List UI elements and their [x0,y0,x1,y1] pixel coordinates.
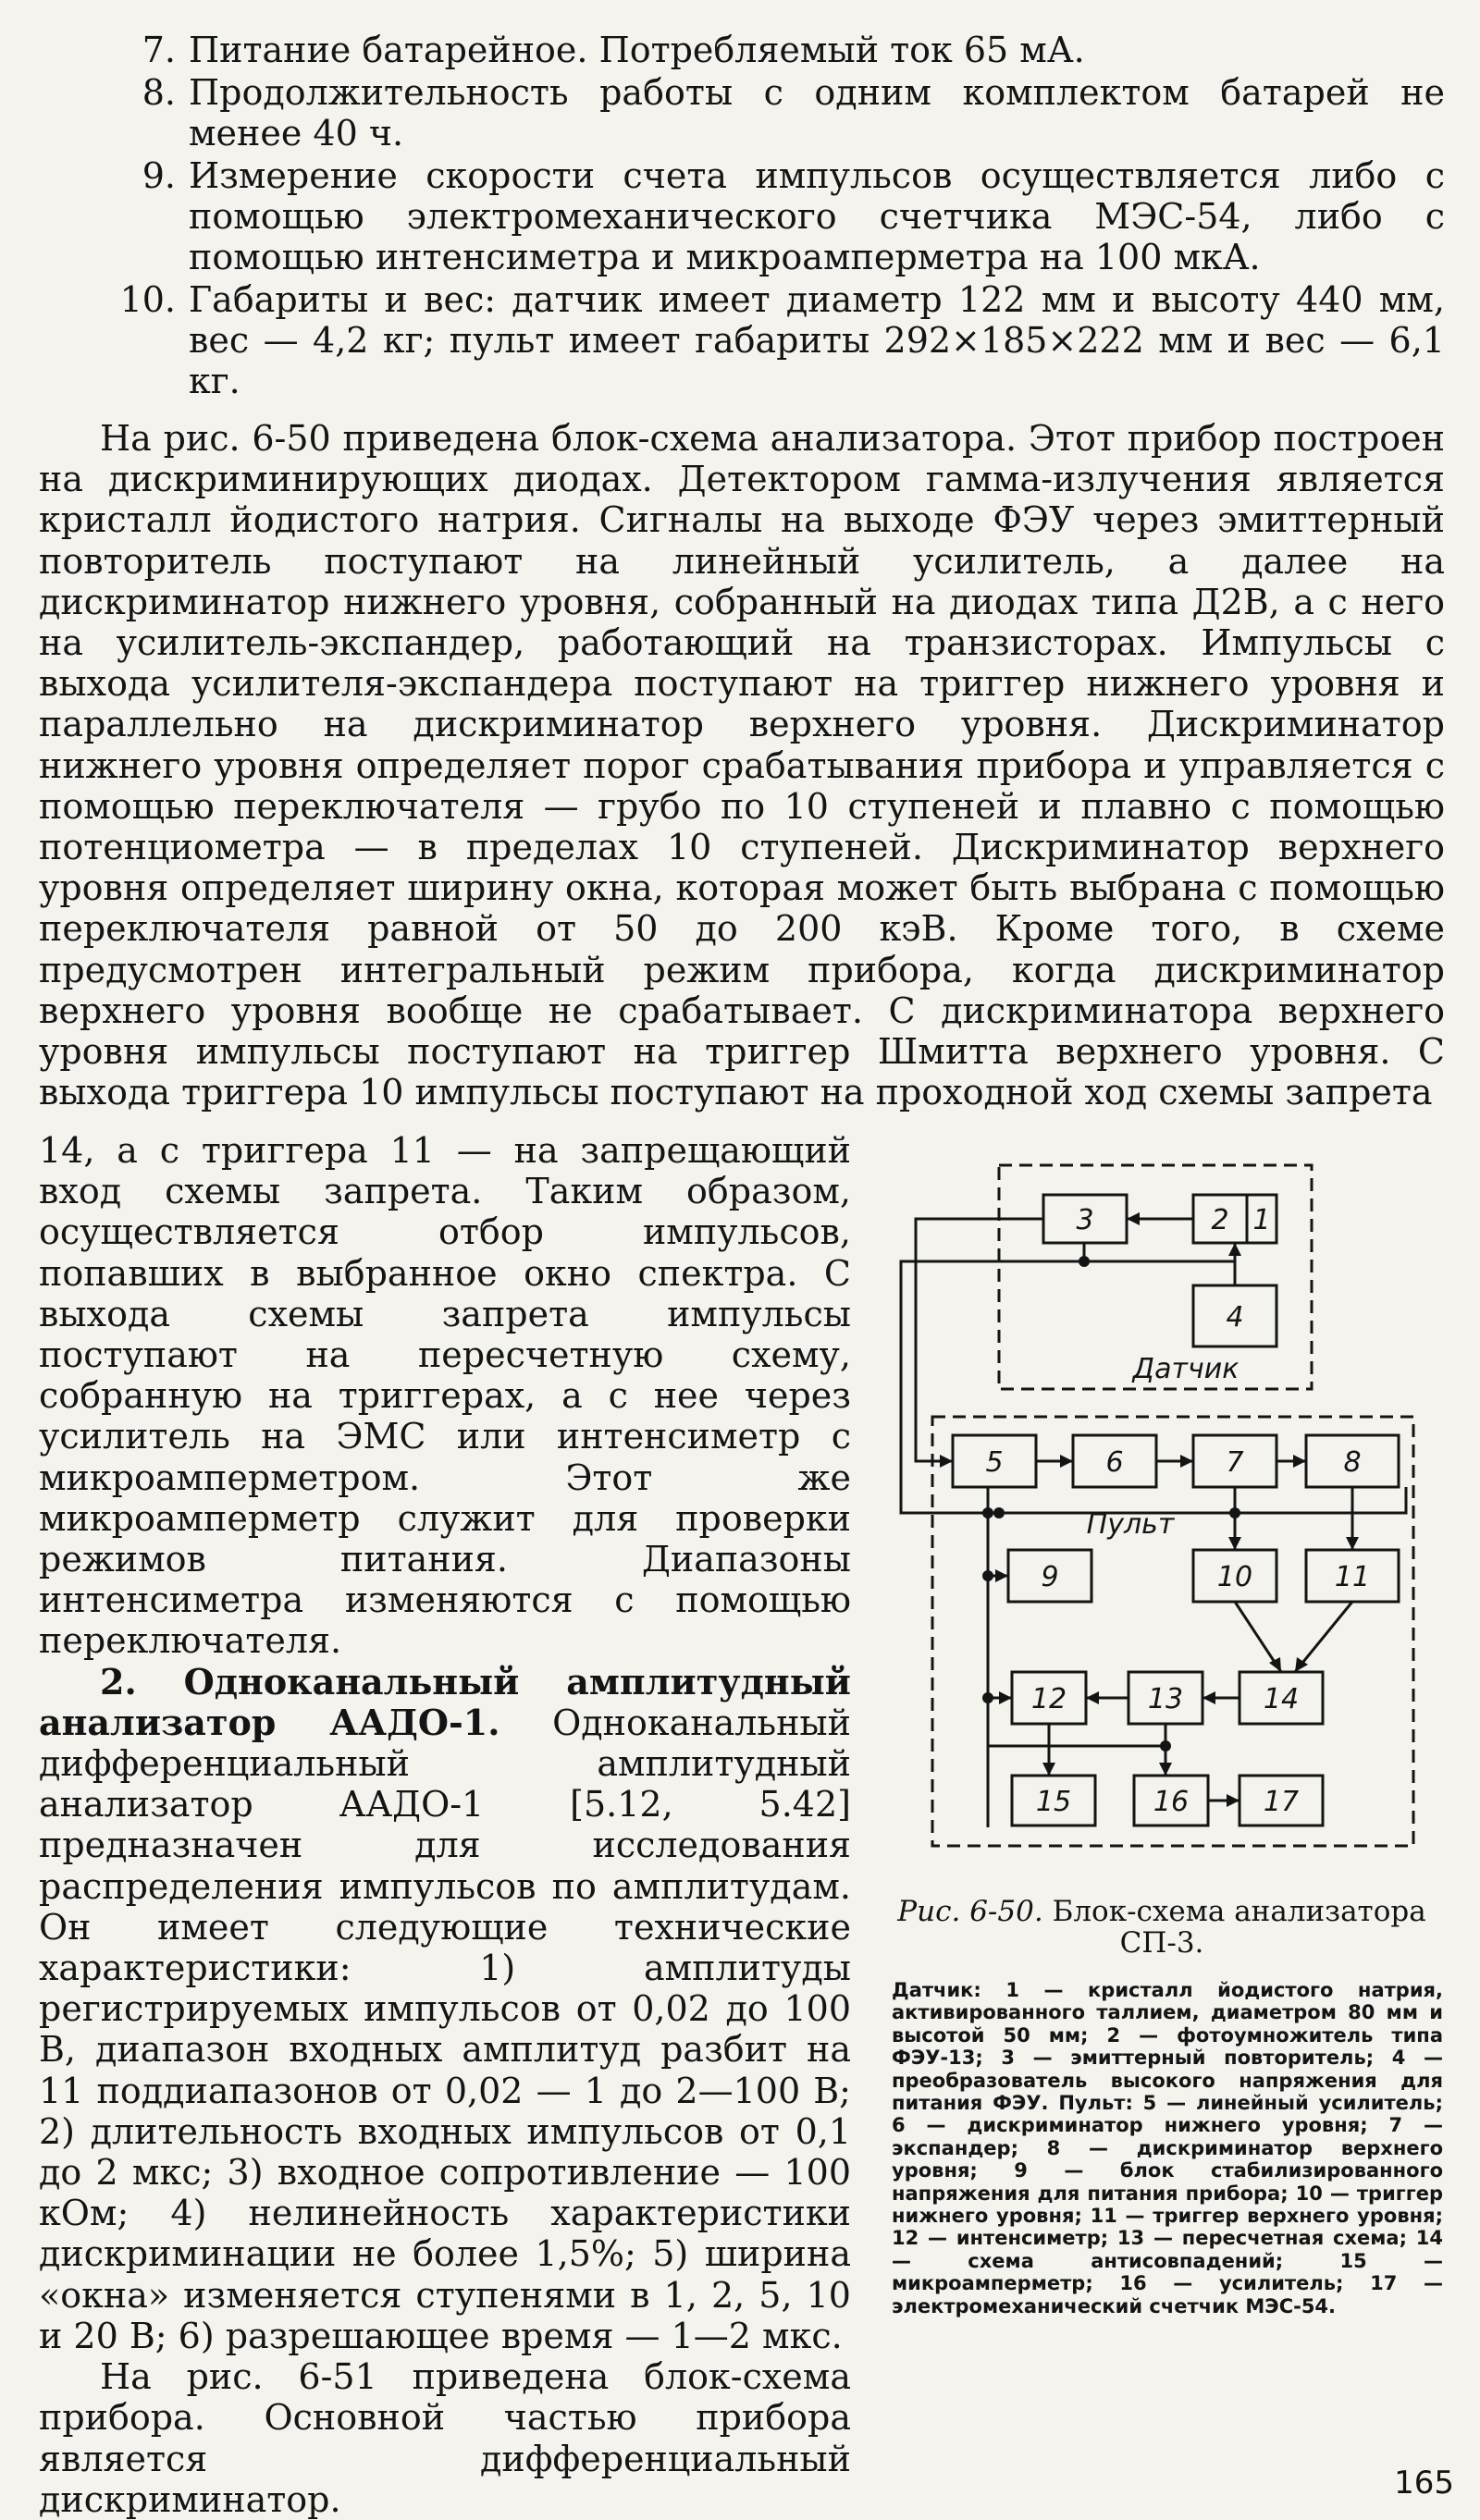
figure-caption [879,1896,1445,1959]
wire-3-loop [901,1261,1406,1513]
block-diagram-figure [888,1147,1443,1850]
arrow-head [999,1691,1012,1704]
arrow-head [1293,1455,1306,1468]
junction-dot [993,1507,1005,1518]
list-item-text: Габариты и вес: датчик имеет диаметр 122 мм и высоту 440 мм, вес — 4,2 кг; пульт имеет габариты 292×185×222 мм и вес — 6,1 кг. [189,279,1445,401]
section-paragraph [39,1662,851,2356]
body-wide [39,418,1445,1112]
block-label-14: 14 [1263,1683,1300,1715]
group-label-console: Пульт [1086,1508,1175,1541]
junction-dot [1160,1740,1171,1752]
block-label-8: 8 [1343,1446,1362,1479]
block-label-17: 17 [1263,1786,1300,1818]
spec-list [67,30,1445,403]
arrow-head [1202,1691,1215,1704]
arrow-head [1269,1657,1281,1672]
section-text: Одноканальный дифференциальный амплитудный анализатор ААДО-1 [5.12, 5.42] предназначен для исследования распределения импульсов по амплитудам. Он имеет следующие технические характеристики: 1) амплитуды регистрируемых импульсов от 0,02 до 100 В, диапазон входных амплитуд разбит на 11 поддиапазонов от 0,02 — 1 до 2—100 В; 2) длительность входных импульсов от 0,1 до 2 мкс; 3) входное сопротивление — 100 кОм; 4) нелинейность характеристики дискриминации не более 1,5%; 5) ширина «окна» изменяется ступенями в 1, 2, 5, 10 и 20 В; 6) разрешающее время — 1—2 мкс. [39,1702,851,2356]
arrow-head [1127,1212,1140,1225]
arrow-head [995,1569,1008,1582]
list-item [67,72,1445,154]
arrow-head [1180,1455,1193,1468]
arrow-head [1086,1691,1099,1704]
arrow-head [1346,1537,1359,1550]
block-label-3: 3 [1076,1204,1094,1236]
block-label-7: 7 [1226,1446,1244,1479]
junction-dot [1229,1507,1240,1518]
paragraph-continuation: 14, а с триггера 11 — на запрещающий вход схемы запрета. Таким образом, осуществляется отбор импульсов, попавших в выбранное окно спектра. С выхода схемы запрета импульсы поступают на пересчетную схему, собранную на триггерах, а с нее через усилитель на ЭМС или интенсиметр с микроамперметром. Этот же микроамперметр служит для проверки режимов питания. Диапазоны интенсиметра изменяются с помощью переключателя. [39,1130,851,1662]
block-label-5: 5 [985,1446,1004,1479]
block-label-11: 11 [1334,1561,1371,1593]
list-item-text: Питание батарейное. Потребляемый ток 65 мА. [189,30,1085,70]
wire-11-14 [1295,1602,1352,1672]
block-label-1: 1 [1252,1204,1271,1236]
figure-legend: Датчик: 1 — кристалл йодистого натрия, активированного таллием, диаметром 80 мм и высотой 50 мм; 2 — фотоумножитель типа ФЭУ-13; 3 — эмиттерный повторитель; 4 — преобразователь высокого напряжения для питания ФЭУ. Пульт: 5 — линейный усилитель; 6 — дискриминатор нижнего уровня; 7 — экспандер; 8 — дискриминатор верхнего уровня; 9 — блок стабилизированного напряжения для питания прибора; 10 — триггер нижнего уровня; 11 — триггер верхнего уровня; 12 — интенсиметр; 13 — пересчетная схема; 14 — схема антисовпадений; 15 — микроамперметр; 16 — усилитель; 17 — электромеханический счетчик МЭС-54. [892,1979,1443,2317]
paragraph-block-diagram-description: На рис. 6-50 приведена блок-схема анализатора. Этот прибор построен на дискриминирующих диодах. Детектором гамма-излучения является кристалл йодистого натрия. Сигналы на выходе ФЭУ через эмиттерный повторитель поступают на линейный усилитель, а далее на дискриминатор нижнего уровня, собранный на диодах типа Д2В, а с него на усилитель-экспандер, работающий на транзисторах. Импульсы с выхода усилителя-экспандера поступают на триггер нижнего уровня и параллельно на дискриминатор верхнего уровня. Дискриминатор нижнего уровня определяет порог срабатывания прибора и управляется с помощью переключателя — грубо по 10 ступеней и плавно с помощью потенциометра — в пределах 10 ступеней. Дискриминатор верхнего уровня определяет ширину окна, которая может быть выбрана с помощью переключателя равной от 50 до 200 кэВ. Кроме того, в схеме предусмотрен интегральный режим прибора, когда дискриминатор верхнего уровня вообще не срабатывает. С дискриминатора верхнего уровня импульсы поступают на триггер Шмитта верхнего уровня. С выхода триггера 10 импульсы поступают на проходной ход схемы запрета [39,418,1445,1113]
group-console-frame [932,1417,1413,1846]
block-label-6: 6 [1105,1446,1124,1479]
junction-dot [982,1507,993,1518]
wire-3-out [916,1219,1043,1461]
arrow-head [1227,1794,1240,1807]
arrow-head [1042,1763,1055,1776]
junction-dot [982,1692,993,1703]
arrow-head [1159,1763,1172,1776]
list-item-number: 9. [142,155,176,196]
list-item [67,30,1445,70]
arrow-head [940,1455,953,1468]
wire-4-bus [1084,1243,1235,1261]
list-item-number: 7. [142,30,176,70]
block-label-15: 15 [1035,1786,1072,1818]
group-label-sensor: Датчик [1132,1353,1240,1385]
block-label-10: 10 [1216,1561,1253,1593]
list-item-number: 10. [119,279,176,320]
block-label-13: 13 [1147,1683,1184,1715]
arrow-head [1228,1243,1241,1256]
body-left-column [39,1130,851,2520]
junction-dot [982,1570,993,1581]
list-item-text: Измерение скорости счета импульсов осуществляется либо с помощью электромеханического счетчика МЭС-54, либо с помощью интенсиметра и микроамперметра на 100 мкА. [189,155,1445,277]
arrow-head [1060,1455,1073,1468]
caption-label: Рис. 6-50. [897,1895,1043,1928]
section-heading: 2. Одноканальный амплитудный анализатор ААДО-1. [39,1660,851,1743]
list-item-text: Продолжительность работы с одним комплектом батарей не менее 40 ч. [189,72,1445,154]
caption-title: Блок-схема анализатора СП-3. [1052,1895,1426,1960]
block-label-12: 12 [1030,1683,1067,1715]
block-label-4: 4 [1226,1301,1244,1334]
list-item-number: 8. [142,72,176,113]
paragraph-last: На рис. 6-51 приведена блок-схема прибора. Основной частью прибора является дифференциальный дискриминатор. [39,2356,851,2520]
junction-dot [1079,1256,1090,1267]
arrow-head [1228,1537,1241,1550]
list-item [67,279,1445,401]
block-label-2: 2 [1211,1204,1229,1236]
page-number: 165 [1394,2465,1454,2502]
list-item [67,155,1445,277]
block-label-16: 16 [1153,1786,1190,1818]
block-label-9: 9 [1041,1561,1059,1593]
